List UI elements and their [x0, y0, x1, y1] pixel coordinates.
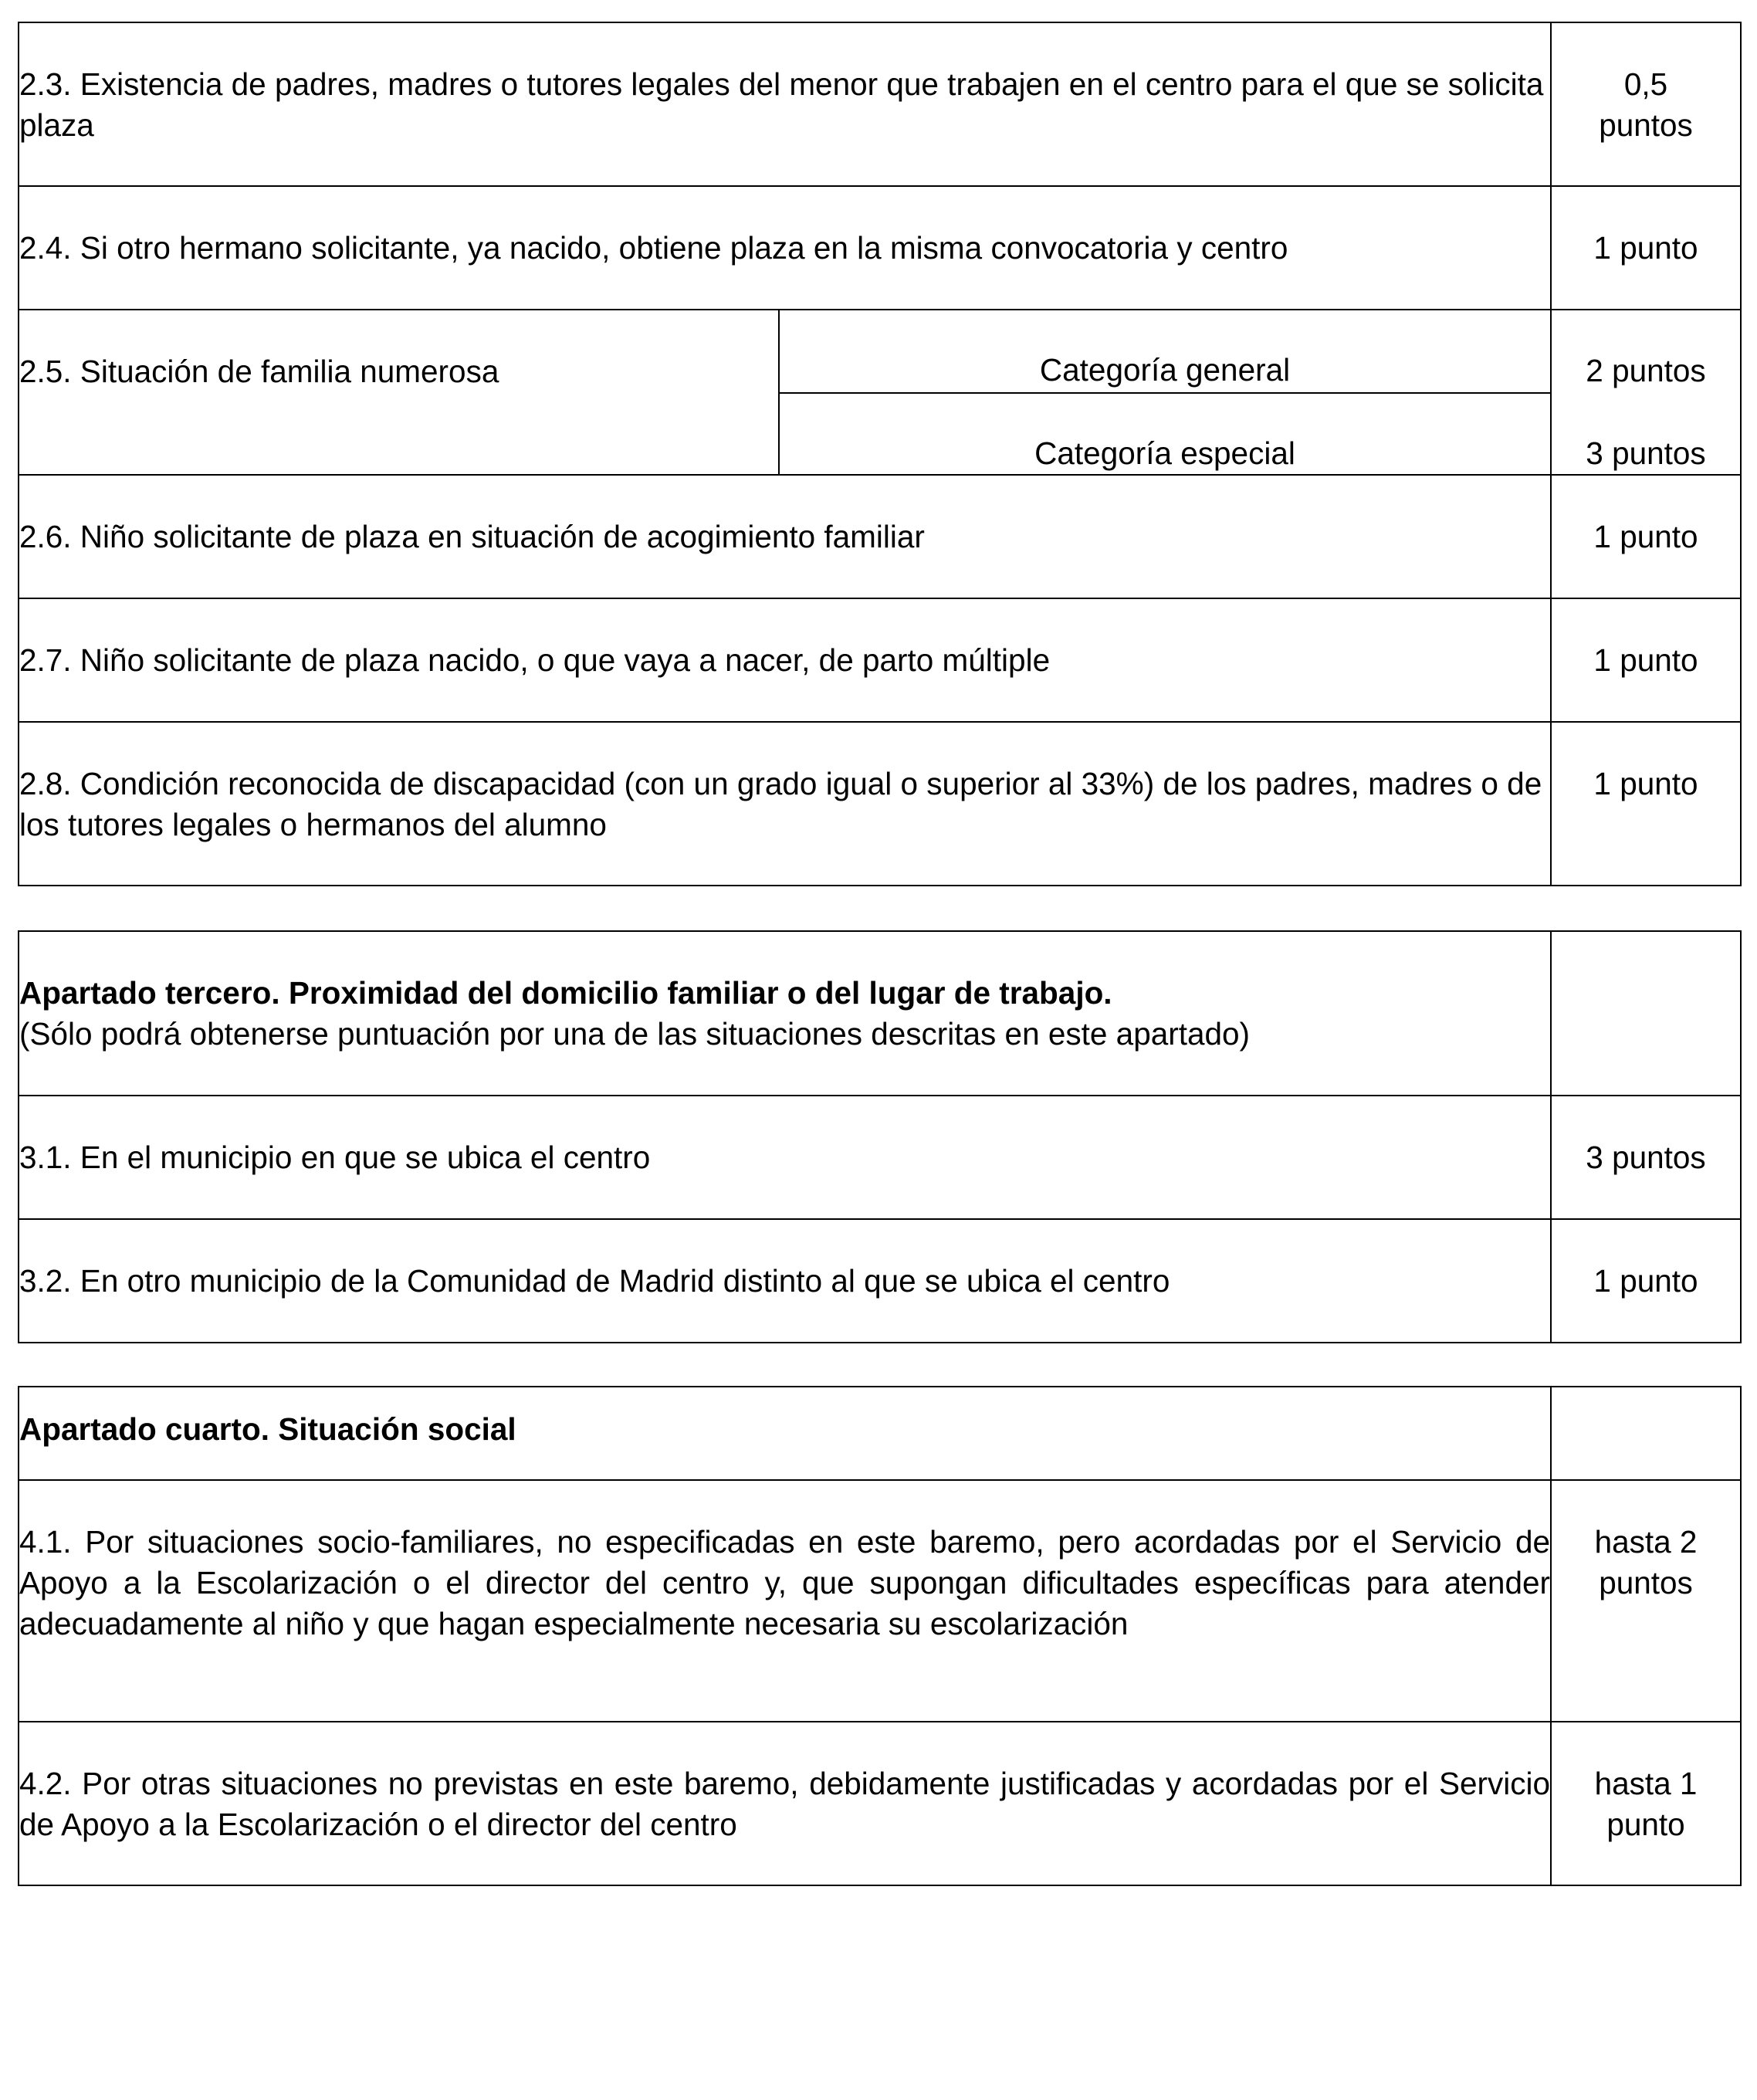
criterion-4-1-points	[1551, 1480, 1741, 1722]
criterion-2-8	[19, 722, 1551, 886]
points-value: 3 puntos	[1586, 435, 1706, 471]
table-apartado-tercero	[18, 930, 1742, 1343]
table-apartado-segundo	[18, 22, 1742, 886]
points-line: hasta 1	[1594, 1766, 1698, 1801]
table-row	[19, 598, 1741, 722]
table-row	[19, 186, 1741, 310]
criterion-4-1	[19, 1480, 1551, 1722]
table-row	[19, 1480, 1741, 1722]
points-value: 1 punto	[1593, 519, 1698, 554]
empty-points-cell	[1551, 931, 1741, 1096]
criterion-2-4	[19, 186, 1551, 310]
table-row	[19, 1096, 1741, 1219]
points-line: 0,5	[1623, 66, 1668, 102]
category-label: Categoría general	[1039, 352, 1291, 388]
criterion-2-5	[19, 310, 779, 475]
criterion-label: 4.2. Por otras situaciones no previstas en este baremo, debidamente justificadas y acordadas por el Servicio de Apoyo a la Escolarización o el director del centro	[19, 1766, 1550, 1842]
points-value: 1 punto	[1593, 230, 1698, 266]
table-row	[19, 1387, 1741, 1480]
criterion-2-3	[19, 22, 1551, 186]
section-title: Apartado tercero. Proximidad del domicilio familiar o del lugar de trabajo.	[19, 975, 1112, 1011]
criterion-label: 2.8. Condición reconocida de discapacidad (con un grado igual o superior al 33%) de los padres, madres o de los tutores legales o hermanos del alumno	[19, 766, 1542, 842]
criterion-2-6	[19, 475, 1551, 598]
criterion-label: 3.2. En otro municipio de la Comunidad de Madrid distinto al que se ubica el centro	[19, 1263, 1170, 1299]
empty-points-cell	[1551, 1387, 1741, 1480]
category-general-points	[1551, 310, 1741, 393]
criterion-3-1	[19, 1096, 1551, 1219]
points-value: 2 puntos	[1586, 353, 1706, 388]
category-label: Categoría especial	[1034, 435, 1295, 471]
criterion-2-6-points	[1551, 475, 1741, 598]
table-row	[19, 1219, 1741, 1343]
criterion-label: 2.3. Existencia de padres, madres o tutores legales del menor que trabajen en el centro para el que se solicita plaza	[19, 66, 1544, 143]
points-value: 1 punto	[1593, 642, 1698, 678]
criterion-label: 2.6. Niño solicitante de plaza en situación de acogimiento familiar	[19, 519, 925, 554]
criterion-2-3-points	[1551, 22, 1741, 186]
criterion-3-2-points	[1551, 1219, 1741, 1343]
criterion-2-8-points	[1551, 722, 1741, 886]
table-row	[19, 722, 1741, 886]
criterion-label: 2.4. Si otro hermano solicitante, ya nacido, obtiene plaza en la misma convocatoria y centro	[19, 230, 1288, 266]
criterion-label: 4.1. Por situaciones socio-familiares, no especificadas en este baremo, pero acordadas por el Servicio de Apoyo a la Escolarización o el director del centro y, que supongan dificultades específicas para atender adecuadamente al niño y que hagan especialmente necesaria su escolarización	[19, 1524, 1550, 1641]
points-line: puntos	[1599, 1565, 1693, 1600]
table-row	[19, 931, 1741, 1096]
points-value: 1 punto	[1593, 766, 1698, 801]
points-line: punto	[1606, 1807, 1685, 1842]
section-header	[19, 931, 1551, 1096]
criterion-3-1-points	[1551, 1096, 1741, 1219]
category-especial-points	[1551, 393, 1741, 475]
category-especial	[779, 393, 1551, 475]
table-row	[19, 22, 1741, 186]
criterion-2-7	[19, 598, 1551, 722]
criterion-label: 2.7. Niño solicitante de plaza nacido, o que vaya a nacer, de parto múltiple	[19, 642, 1051, 678]
criterion-3-2	[19, 1219, 1551, 1343]
points-value: 3 puntos	[1586, 1140, 1706, 1175]
table-row	[19, 475, 1741, 598]
criterion-4-2-points	[1551, 1722, 1741, 1885]
criterion-label: 2.5. Situación de familia numerosa	[19, 354, 499, 389]
category-general	[779, 310, 1551, 393]
criterion-4-2	[19, 1722, 1551, 1885]
points-value: 1 punto	[1593, 1263, 1698, 1299]
criterion-2-4-points	[1551, 186, 1741, 310]
points-line: hasta 2	[1594, 1524, 1698, 1560]
points-line: puntos	[1599, 107, 1693, 143]
table-row	[19, 310, 1741, 393]
criterion-2-7-points	[1551, 598, 1741, 722]
section-note: (Sólo podrá obtenerse puntuación por una de las situaciones descritas en este apartado)	[19, 1016, 1251, 1052]
table-row	[19, 1722, 1741, 1885]
section-header	[19, 1387, 1551, 1480]
criterion-label: 3.1. En el municipio en que se ubica el centro	[19, 1140, 651, 1175]
table-apartado-cuarto	[18, 1386, 1742, 1886]
section-title: Apartado cuarto. Situación social	[19, 1411, 516, 1447]
